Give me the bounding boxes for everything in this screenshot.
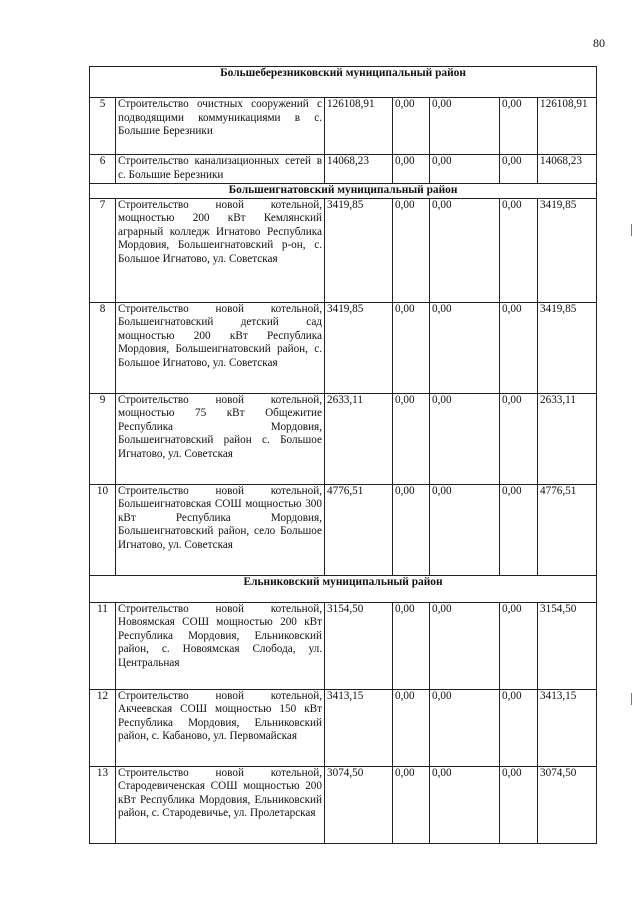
local-budget-value: 0,00 xyxy=(500,602,538,689)
regional-budget-value: 0,00 xyxy=(430,98,500,155)
local-budget-value: 0,00 xyxy=(500,98,538,155)
regional-budget-value: 0,00 xyxy=(430,766,500,843)
total-value: 3154,50 xyxy=(325,602,393,689)
other-sources-value: 3074,50 xyxy=(538,766,597,843)
table-row xyxy=(90,766,597,843)
other-sources-value: 3419,85 xyxy=(538,302,597,393)
regional-budget-value: 0,00 xyxy=(430,198,500,302)
table-row xyxy=(90,98,597,155)
federal-budget-value: 0,00 xyxy=(393,155,430,184)
row-description: Строительство канализационных сетей в с. Большие Березники xyxy=(116,155,325,184)
section-header-row xyxy=(90,575,597,602)
row-number: 9 xyxy=(90,393,116,484)
section-title: Ельниковский муниципальный район xyxy=(90,575,597,602)
row-number: 8 xyxy=(90,302,116,393)
table-row xyxy=(90,602,597,689)
row-description: Строительство очистных сооружений с подводящими коммуникациями в с. Большие Березники xyxy=(116,98,325,155)
local-budget-value: 0,00 xyxy=(500,484,538,575)
table-row xyxy=(90,393,597,484)
federal-budget-value: 0,00 xyxy=(393,98,430,155)
local-budget-value: 0,00 xyxy=(500,766,538,843)
federal-budget-value: 0,00 xyxy=(393,602,430,689)
local-budget-value: 0,00 xyxy=(500,689,538,766)
financing-table xyxy=(89,66,597,844)
section-header-row xyxy=(90,67,597,98)
total-value: 126108,91 xyxy=(325,98,393,155)
other-sources-value: 2633,11 xyxy=(538,393,597,484)
row-description: Строительство новой котельной, мощностью 200 кВт Кемлянский аграрный колледж Игнатово Республика Мордовия, Большеигнатовский р-он, с. Большое Игнатово, ул. Советская xyxy=(116,198,325,302)
row-number: 5 xyxy=(90,98,116,155)
row-description: Строительство новой котельной, Новоямская СОШ мощностью 200 кВт Республика Мордовия, Ельниковский район, с. Новоямская Слобода, ул. Центральная xyxy=(116,602,325,689)
total-value: 4776,51 xyxy=(325,484,393,575)
total-value: 3419,85 xyxy=(325,302,393,393)
local-budget-value: 0,00 xyxy=(500,302,538,393)
regional-budget-value: 0,00 xyxy=(430,602,500,689)
page-number: 80 xyxy=(593,36,605,50)
other-sources-value: 4776,51 xyxy=(538,484,597,575)
local-budget-value: 0,00 xyxy=(500,393,538,484)
federal-budget-value: 0,00 xyxy=(393,484,430,575)
table-row xyxy=(90,198,597,302)
other-sources-value: 3154,50 xyxy=(538,602,597,689)
total-value: 14068,23 xyxy=(325,155,393,184)
margin-mark xyxy=(631,693,632,705)
total-value: 2633,11 xyxy=(325,393,393,484)
other-sources-value: 126108,91 xyxy=(538,98,597,155)
regional-budget-value: 0,00 xyxy=(430,302,500,393)
row-number: 11 xyxy=(90,602,116,689)
total-value: 3074,50 xyxy=(325,766,393,843)
other-sources-value: 14068,23 xyxy=(538,155,597,184)
row-description: Строительство новой котельной, мощностью 75 кВт Общежитие Республика Мордовия, Большеигнатовский район с. Большое Игнатово, ул. Советская xyxy=(116,393,325,484)
regional-budget-value: 0,00 xyxy=(430,155,500,184)
total-value: 3413,15 xyxy=(325,689,393,766)
row-number: 7 xyxy=(90,198,116,302)
local-budget-value: 0,00 xyxy=(500,155,538,184)
row-number: 13 xyxy=(90,766,116,843)
regional-budget-value: 0,00 xyxy=(430,689,500,766)
row-number: 6 xyxy=(90,155,116,184)
federal-budget-value: 0,00 xyxy=(393,198,430,302)
table-row xyxy=(90,155,597,184)
margin-mark xyxy=(631,224,632,236)
row-description: Строительство новой котельной, Большеигнатовский детский сад мощностью 200 кВт Республика Мордовия, Большеигнатовский район, с. Большое Игнатово, ул. Советская xyxy=(116,302,325,393)
row-description: Строительство новой котельной, Акчеевская СОШ мощностью 150 кВт Республика Мордовия, Ельниковский район, с. Кабаново, ул. Первомайская xyxy=(116,689,325,766)
federal-budget-value: 0,00 xyxy=(393,689,430,766)
table-row xyxy=(90,484,597,575)
other-sources-value: 3419,85 xyxy=(538,198,597,302)
regional-budget-value: 0,00 xyxy=(430,484,500,575)
federal-budget-value: 0,00 xyxy=(393,393,430,484)
table-row xyxy=(90,689,597,766)
federal-budget-value: 0,00 xyxy=(393,302,430,393)
row-number: 10 xyxy=(90,484,116,575)
row-description: Строительство новой котельной, Стародевиченская СОШ мощностью 200 кВт Республика Мордовия, Ельниковский район, с. Стародевичье, ул. Пролетарская xyxy=(116,766,325,843)
total-value: 3419,85 xyxy=(325,198,393,302)
row-description: Строительство новой котельной, Большеигнатовская СОШ мощностью 300 кВт Республика Мордовия, Большеигнатовский район, село Большое Игнатово, ул. Советская xyxy=(116,484,325,575)
local-budget-value: 0,00 xyxy=(500,198,538,302)
section-header-row xyxy=(90,184,597,199)
regional-budget-value: 0,00 xyxy=(430,393,500,484)
section-title: Большеигнатовский муниципальный район xyxy=(90,184,597,199)
table-row xyxy=(90,302,597,393)
section-title: Большеберезниковский муниципальный район xyxy=(90,67,597,98)
row-number: 12 xyxy=(90,689,116,766)
other-sources-value: 3413,15 xyxy=(538,689,597,766)
federal-budget-value: 0,00 xyxy=(393,766,430,843)
